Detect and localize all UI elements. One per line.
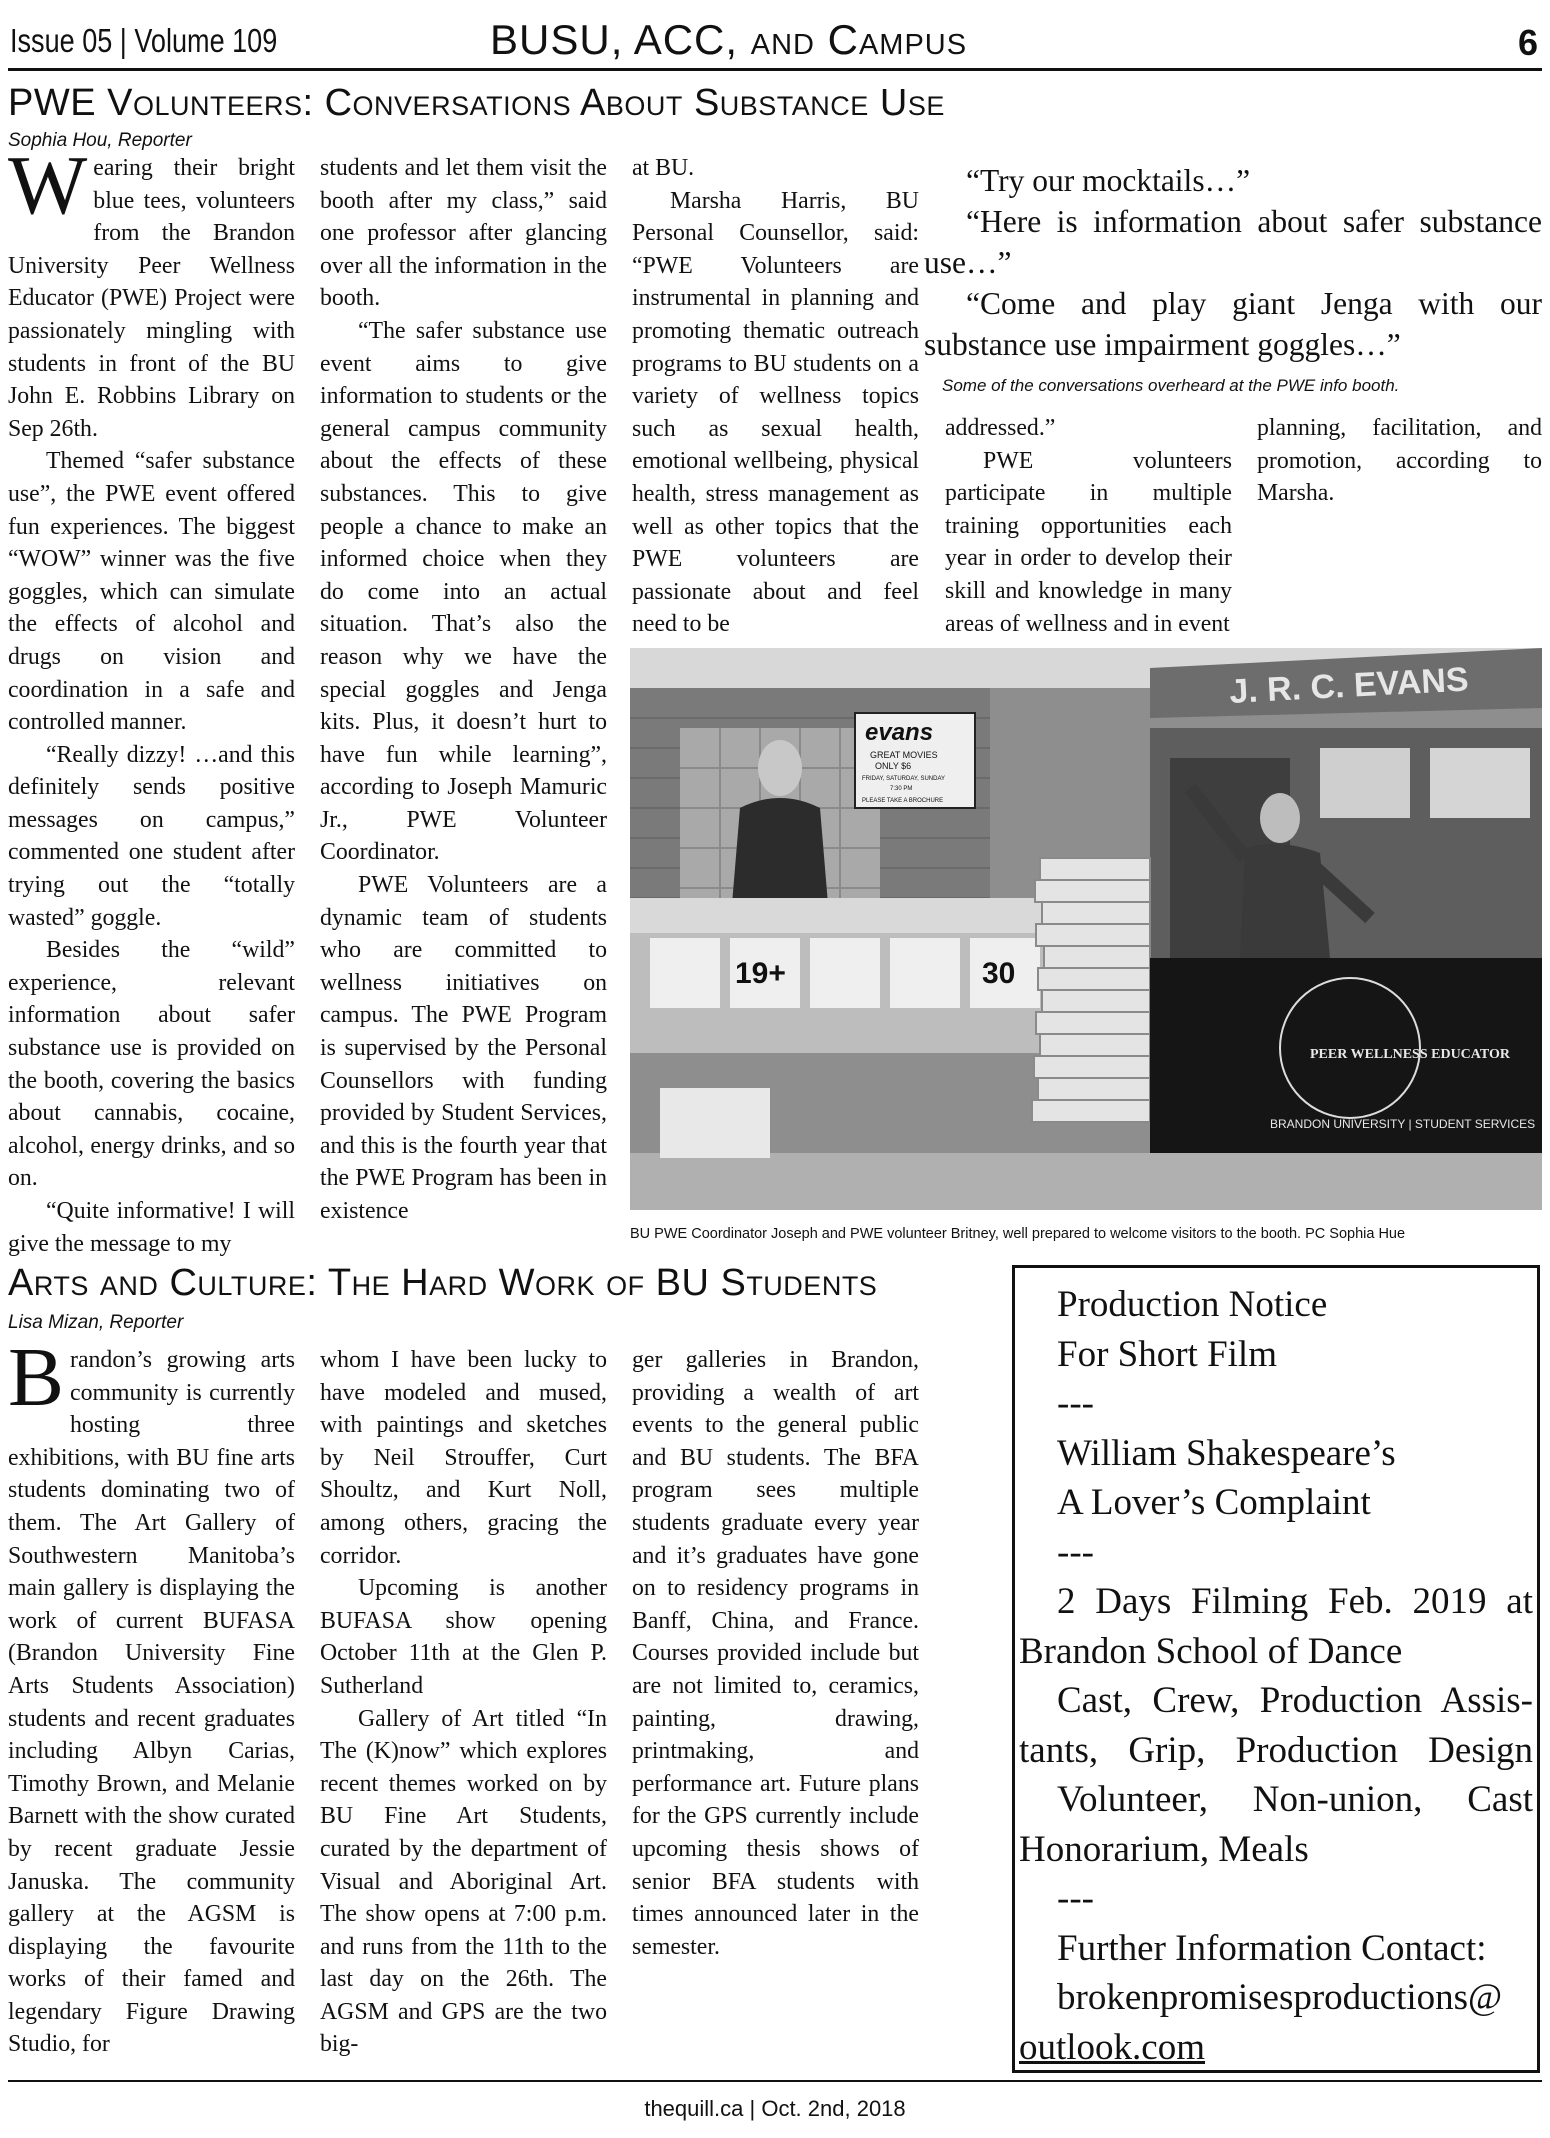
notice-line: Volunteer, Non-union, Cast (1057, 1779, 1533, 1820)
article1-title: PWE Volunteers: Conversations About Substance Use (8, 82, 945, 124)
issue-volume: Issue 05 | Volume 109 (10, 22, 278, 59)
notice-email-link[interactable]: outlook.com (1019, 2026, 1206, 2068)
paragraph: Marsha Harris, BU Personal Counsellor, said: “PWE Volunteers are instrumental in planning and promoting thematic outreach programs to BU students on a variety of wellness topics such as sexual health, emotional wellbeing, physical health, stress management as well as other topics that the PWE volunteers are passionate about and feel need to be (632, 187, 919, 638)
paragraph: Besides the “wild” experience, relevant information about safer substance use is provided on the booth, covering the basics about cannabis, cocaine, alcohol, energy drinks, and so on. (8, 937, 295, 1192)
pull-quote-caption: Some of the conversations overheard at the PWE info booth. (942, 376, 1400, 395)
notice-line: A Lover’s Complaint (1057, 1482, 1371, 1523)
article2-byline: Lisa Mizan, Reporter (8, 1312, 184, 1333)
board-line: ONLY $6 (875, 761, 912, 771)
table-text: BRANDON UNIVERSITY | STUDENT SERVICES (1270, 1117, 1536, 1131)
notice-line: William Shakespeare’s (1057, 1432, 1396, 1474)
board-line: GREAT MOVIES (870, 750, 938, 760)
board-line: 7:30 PM (890, 786, 913, 792)
paragraph-text: randon’s growing arts community is currently hosting three exhibitions, with BU fine arts students dominating two of them. The Art Gallery of Southwestern Manitoba’s main gallery is displaying the work of current BUFASA (Brandon University Fine Arts Students Association) students and recent graduates including Albyn Carias, Timothy Brown, and Melanie Barnett with the show curated by recent graduate Jessie Januska. The community gallery at the AGSM is displaying the favourite works of their famed and legendary Figure Drawing Studio, for (8, 1347, 295, 2058)
paragraph: “The safer substance use event aims to give information to students or the general campus community about the effects of these substances. This to give people a chance to make an informed choice when they do come into an actual situation. That’s also the reason why we have the special goggles and Jenga kits. Plus, it doesn’t hurt to have fun while learning”, according to Joseph Mamuric Jr., PWE Volunteer Coordinator. (320, 317, 607, 866)
page-number: 6 (1517, 22, 1538, 63)
article1-col2 (320, 152, 607, 1228)
pull-quote-line: “Come and play giant Jenga with our substance use impairment goggles…” (924, 286, 1542, 362)
article2-col1 (8, 1331, 295, 2061)
poster-30: 30 (982, 957, 1016, 990)
board-title: evans (865, 719, 934, 746)
paragraph: planning, facilitation, and promotion, according to Marsha. (1257, 415, 1542, 507)
article1-col4 (945, 412, 1232, 640)
paragraph: at BU. (632, 155, 695, 181)
pull-quote (924, 160, 1542, 365)
paragraph: “Quite informative! I will give the message to my (8, 1198, 295, 1257)
footer-text[interactable]: thequill.ca | Oct. 2nd, 2018 (644, 2096, 906, 2121)
paragraph (8, 1331, 295, 2061)
table-logo-text: PEER WELLNESS EDUCATOR (1310, 1047, 1510, 1062)
paragraph: “Really dizzy! …and this definitely sends positive messages on campus,” commented one student after trying out the “totally wasted” goggle. (8, 741, 295, 931)
paragraph-text: earing their bright blue tees, volunteers from the Brandon University Peer Wellness Educator (PWE) Project were passionately mingling with students in front of the BU John E. Robbins Library on Sep 26th. (8, 155, 295, 442)
article1-byline: Sophia Hou, Reporter (8, 130, 192, 151)
jenga-tower (1032, 858, 1150, 1122)
article2-col2 (320, 1344, 607, 2061)
footer-rule (8, 2080, 1542, 2082)
paragraph: addressed.” (945, 415, 1056, 441)
notice-line: --- (1057, 1878, 1094, 1919)
notice-line: Brandon School of Dance (1019, 1630, 1403, 1672)
notice-line: Honorarium, Meals (1019, 1828, 1309, 1870)
notice-line: For Short Film (1057, 1333, 1277, 1375)
paragraph: Themed “safer substance use”, the PWE event offered fun experiences. The biggest “WOW” winner was the five goggles, which can simulate the effects of alcohol and drugs on vision and coordination in a safe and controlled manner. (8, 448, 295, 736)
poster-19: 19+ (735, 957, 786, 990)
paragraph: students and let them visit the booth after my class,” said one professor after glancing over all the information in the booth. (320, 155, 607, 312)
notice-line: tants, Grip, Production Design (1019, 1729, 1533, 1771)
notice-line: Cast, Crew, Production Assis- (1057, 1680, 1533, 1721)
article2-col3 (632, 1344, 919, 1963)
paragraph: PWE volunteers participate in multiple training opportunities each year in order to develop their skill and knowledge in many areas of wellness and in event (945, 447, 1232, 637)
section-title (490, 16, 967, 64)
notice-line: --- (1057, 1383, 1094, 1424)
notice-line: brokenpromisesproductions@ (1057, 1977, 1503, 2018)
section-title-text: BUSU, ACC, and Campus (490, 16, 968, 63)
board-line: FRIDAY, SATURDAY, SUNDAY (862, 776, 946, 782)
booth-photo-illustration (630, 648, 1542, 1210)
pull-quote-line: “Here is information about safer substance use…” (924, 204, 1542, 280)
paragraph: PWE Volunteers are a dynamic team of students who are committed to wellness initiatives on campus. The PWE Program is supervised by the Personal Counsellors with funding provided by Student Services, and this is the fourth year that the PWE Program has been in existence (320, 872, 607, 1224)
notice-line: --- (1057, 1531, 1094, 1573)
production-notice-box (1012, 1265, 1540, 2073)
notice-line: Further Information Contact: (1057, 1927, 1487, 1969)
article1-col5 (1257, 412, 1542, 510)
building-sign: J. R. C. EVANS (1228, 660, 1470, 711)
notice-line: 2 Days Filming Feb. 2019 at (1057, 1581, 1533, 1622)
paragraph: Upcoming is another BUFASA show opening October 11th at the Glen P. Sutherland (320, 1575, 607, 1699)
article2-title: Arts and Culture: The Hard Work of BU Students (8, 1262, 878, 1304)
paragraph: ger galleries in Brandon, providing a wealth of art events to the general public and BU students. The BFA program sees multiple students graduate every year and it’s graduates have gone on to residency programs in Banff, China, and France. Courses provided include but are not limited to, ceramics, painting, drawing, printmaking, and performance art. Future plans for the GPS currently include upcoming thesis shows of senior BFA students with times announced later in the semester. (632, 1347, 919, 1960)
board-line: PLEASE TAKE A BROCHURE (862, 798, 944, 804)
paragraph: Gallery of Art titled “In The (K)now” which explores recent themes worked on by BU Fine Art Students, curated by the department of Visual and Aboriginal Art. The show opens at 7:00 p.m. and runs from the 11th to the last day on the 26th. The AGSM and GPS are the two big- (320, 1705, 607, 2058)
drop-cap: B (8, 1331, 65, 1424)
drop-cap: W (8, 139, 88, 232)
notice-line: Production Notice (1057, 1284, 1328, 1325)
photo-caption: BU PWE Coordinator Joseph and PWE volunteer Britney, well prepared to welcome visitors to the booth. PC Sophia Hue (630, 1226, 1406, 1242)
paragraph: whom I have been lucky to have modeled and mused, with paintings and sketches by Neil Strouffer, Curt Shoultz, and Kurt Noll, among others, gracing the corridor. (320, 1347, 607, 1569)
booth-photo (630, 648, 1542, 1210)
header-rule (8, 68, 1542, 71)
article1-col3 (632, 152, 919, 641)
pull-quote-line: “Try our mocktails…” (966, 163, 1251, 198)
